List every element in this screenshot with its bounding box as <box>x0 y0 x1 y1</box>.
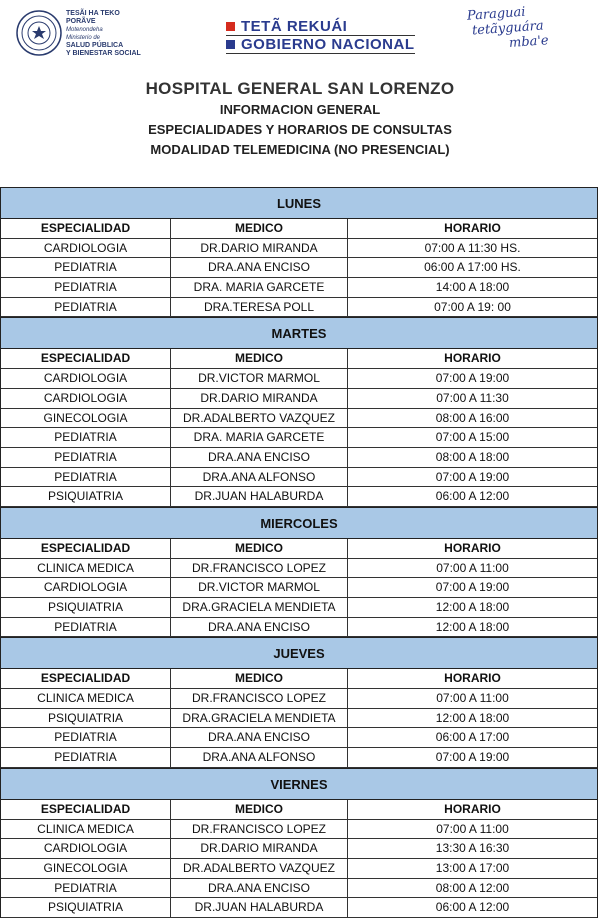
specialty-cell: PSIQUIATRIA <box>1 709 171 728</box>
schedule-cell: 06:00 A 17:00 HS. <box>424 260 521 275</box>
table-row <box>1 820 597 840</box>
doctor-cell: DR.FRANCISCO LOPEZ <box>171 820 348 839</box>
schedule-cell: 12:00 A 18:00 <box>435 710 510 725</box>
government-logo: TETÃ REKUÁI GOBIERNO NACIONAL <box>226 18 415 54</box>
table-row <box>1 389 597 409</box>
doctor-cell: DRA. MARIA GARCETE <box>171 278 348 297</box>
doctor-cell: DR.FRANCISCO LOPEZ <box>171 559 348 578</box>
table-row <box>1 578 597 598</box>
table-row <box>1 487 597 507</box>
schedule-cell: 07:00 A 19:00 <box>435 371 510 386</box>
doctor-cell: DRA.ANA ENCISO <box>171 258 348 277</box>
table-row <box>1 298 597 318</box>
schedule-cell: 07:00 A 19:00 <box>435 469 510 484</box>
blue-square-icon <box>226 40 235 49</box>
doctor-cell: DRA. MARIA GARCETE <box>171 428 348 447</box>
table-row <box>1 689 597 709</box>
schedule-cell: 13:00 A 17:00 <box>435 860 510 875</box>
specialties-title: ESPECIALIDADES Y HORARIOS DE CONSULTAS <box>148 122 452 137</box>
doctor-cell: DRA.TERESA POLL <box>171 298 348 317</box>
day-header-lunes: LUNES <box>1 187 597 219</box>
column-header-horario: HORARIO <box>444 221 501 235</box>
column-header-row <box>1 349 597 369</box>
column-header-medico: MEDICO <box>171 219 348 238</box>
schedule-cell: 07:00 A 11:00 <box>436 691 509 706</box>
schedule-cell: 07:00 A 15:00 <box>435 430 510 445</box>
table-row <box>1 468 597 488</box>
specialty-cell: CLINICA MEDICA <box>1 689 171 708</box>
doctor-cell: DR.VICTOR MARMOL <box>171 578 348 597</box>
column-header-horario: HORARIO <box>444 351 501 366</box>
day-header-martes: MARTES <box>1 317 597 349</box>
table-row <box>1 448 597 468</box>
table-row <box>1 239 597 259</box>
column-header-row <box>1 800 597 820</box>
schedule-cell: 07:00 A 19:00 <box>435 750 510 765</box>
schedule-cell: 12:00 A 18:00 <box>435 600 510 614</box>
schedule-cell: 07:00 A 11:00 <box>436 560 509 575</box>
specialty-cell: CARDIOLOGIA <box>1 239 171 258</box>
schedule-cell: 07:00 A 19: 00 <box>434 299 511 314</box>
specialty-cell: PSIQUIATRIA <box>1 598 171 617</box>
column-header-especialidad: ESPECIALIDAD <box>1 219 171 238</box>
schedule-cell: 08:00 A 12:00 <box>435 880 510 895</box>
table-row <box>1 409 597 429</box>
specialty-cell: PEDIATRIA <box>1 879 171 898</box>
specialty-cell: PSIQUIATRIA <box>1 898 171 917</box>
table-row <box>1 428 597 448</box>
specialty-cell: CARDIOLOGIA <box>1 369 171 388</box>
column-header-medico: MEDICO <box>171 669 348 688</box>
schedule-cell: 07:00 A 11:30 <box>436 390 509 405</box>
specialty-cell: CARDIOLOGIA <box>1 578 171 597</box>
column-header-row <box>1 219 597 239</box>
table-row <box>1 898 597 918</box>
specialty-cell: PEDIATRIA <box>1 618 171 637</box>
column-header-especialidad: ESPECIALIDAD <box>1 669 171 688</box>
specialty-cell: PEDIATRIA <box>1 448 171 467</box>
document-titles <box>0 78 600 160</box>
schedule-cell: 07:00 A 11:30 HS. <box>424 240 521 255</box>
specialty-cell: PSIQUIATRIA <box>1 487 171 506</box>
column-header-medico: MEDICO <box>171 539 348 558</box>
table-row <box>1 559 597 579</box>
schedule-cell: 08:00 A 18:00 <box>435 449 510 464</box>
national-seal-icon <box>16 10 62 56</box>
table-row <box>1 598 597 618</box>
specialty-cell: PEDIATRIA <box>1 728 171 747</box>
specialty-cell: GINECOLOGIA <box>1 409 171 428</box>
schedule-cell: 07:00 A 11:00 <box>436 821 509 836</box>
specialty-cell: CLINICA MEDICA <box>1 559 171 578</box>
day-header-viernes: VIERNES <box>1 768 597 800</box>
schedule-table <box>0 187 598 918</box>
schedule-cell: 12:00 A 18:00 <box>435 619 510 634</box>
doctor-cell: DR.ADALBERTO VAZQUEZ <box>171 409 348 428</box>
doctor-cell: DRA.ANA ALFONSO <box>171 468 348 487</box>
table-row <box>1 879 597 899</box>
red-square-icon <box>226 22 235 31</box>
doctor-cell: DRA.ANA ALFONSO <box>171 748 348 767</box>
doctor-cell: DR.DARIO MIRANDA <box>171 389 348 408</box>
doctor-cell: DR.DARIO MIRANDA <box>171 239 348 258</box>
specialty-cell: PEDIATRIA <box>1 298 171 317</box>
ministry-label: TESÃI HA TEKO PORÃVE Motenondeha Ministerio de SALUD PÚBLICA Y BIENESTAR SOCIAL <box>66 10 141 57</box>
specialty-cell: PEDIATRIA <box>1 278 171 297</box>
table-row <box>1 728 597 748</box>
column-header-especialidad: ESPECIALIDAD <box>1 349 171 368</box>
table-row <box>1 369 597 389</box>
column-header-row <box>1 539 597 559</box>
doctor-cell: DR.JUAN HALABURDA <box>171 487 348 506</box>
doctor-cell: DR.JUAN HALABURDA <box>171 898 348 917</box>
table-row <box>1 709 597 729</box>
doctor-cell: DRA.GRACIELA MENDIETA <box>171 598 348 617</box>
specialty-cell: CLINICA MEDICA <box>1 820 171 839</box>
doctor-cell: DRA.ANA ENCISO <box>171 618 348 637</box>
table-row <box>1 859 597 879</box>
schedule-cell: 07:00 A 19:00 <box>435 580 510 595</box>
doctor-cell: DR.VICTOR MARMOL <box>171 369 348 388</box>
column-header-especialidad: ESPECIALIDAD <box>1 539 171 558</box>
column-header-especialidad: ESPECIALIDAD <box>1 800 171 819</box>
table-row <box>1 748 597 768</box>
specialty-cell: CARDIOLOGIA <box>1 839 171 858</box>
schedule-cell: 08:00 A 16:00 <box>435 410 510 425</box>
table-row <box>1 618 597 638</box>
column-header-medico: MEDICO <box>171 800 348 819</box>
specialty-cell: PEDIATRIA <box>1 428 171 447</box>
schedule-cell: 14:00 A 18:00 <box>435 280 510 295</box>
column-header-medico: MEDICO <box>171 349 348 368</box>
column-header-horario: HORARIO <box>444 671 501 686</box>
day-header-jueves: JUEVES <box>1 637 597 669</box>
doctor-cell: DRA.ANA ENCISO <box>171 879 348 898</box>
schedule-cell: 06:00 A 17:00 <box>435 730 510 745</box>
schedule-cell: 13:30 A 16:30 <box>435 841 510 856</box>
specialty-cell: PEDIATRIA <box>1 748 171 767</box>
column-header-horario: HORARIO <box>444 540 501 555</box>
doctor-cell: DR.FRANCISCO LOPEZ <box>171 689 348 708</box>
schedule-cell: 06:00 A 12:00 <box>435 900 510 915</box>
day-header-miercoles: MIERCOLES <box>1 507 597 539</box>
doctor-cell: DR.ADALBERTO VAZQUEZ <box>171 859 348 878</box>
schedule-cell: 06:00 A 12:00 <box>435 489 510 504</box>
column-header-horario: HORARIO <box>444 801 501 816</box>
slogan-logo: Paraguai tetãyguára mba'e <box>466 4 550 51</box>
doctor-cell: DR.DARIO MIRANDA <box>171 839 348 858</box>
modality-title: MODALIDAD TELEMEDICINA (NO PRESENCIAL) <box>150 142 450 157</box>
doctor-cell: DRA.ANA ENCISO <box>171 448 348 467</box>
column-header-row <box>1 669 597 689</box>
specialty-cell: CARDIOLOGIA <box>1 389 171 408</box>
specialty-cell: GINECOLOGIA <box>1 859 171 878</box>
table-row <box>1 839 597 859</box>
specialty-cell: PEDIATRIA <box>1 258 171 277</box>
hospital-title: HOSPITAL GENERAL SAN LORENZO <box>145 79 455 98</box>
doctor-cell: DRA.GRACIELA MENDIETA <box>171 709 348 728</box>
page-header <box>0 0 600 68</box>
info-title: INFORMACION GENERAL <box>219 102 381 117</box>
specialty-cell: PEDIATRIA <box>1 468 171 487</box>
doctor-cell: DRA.ANA ENCISO <box>171 728 348 747</box>
table-row <box>1 258 597 278</box>
table-row <box>1 278 597 298</box>
